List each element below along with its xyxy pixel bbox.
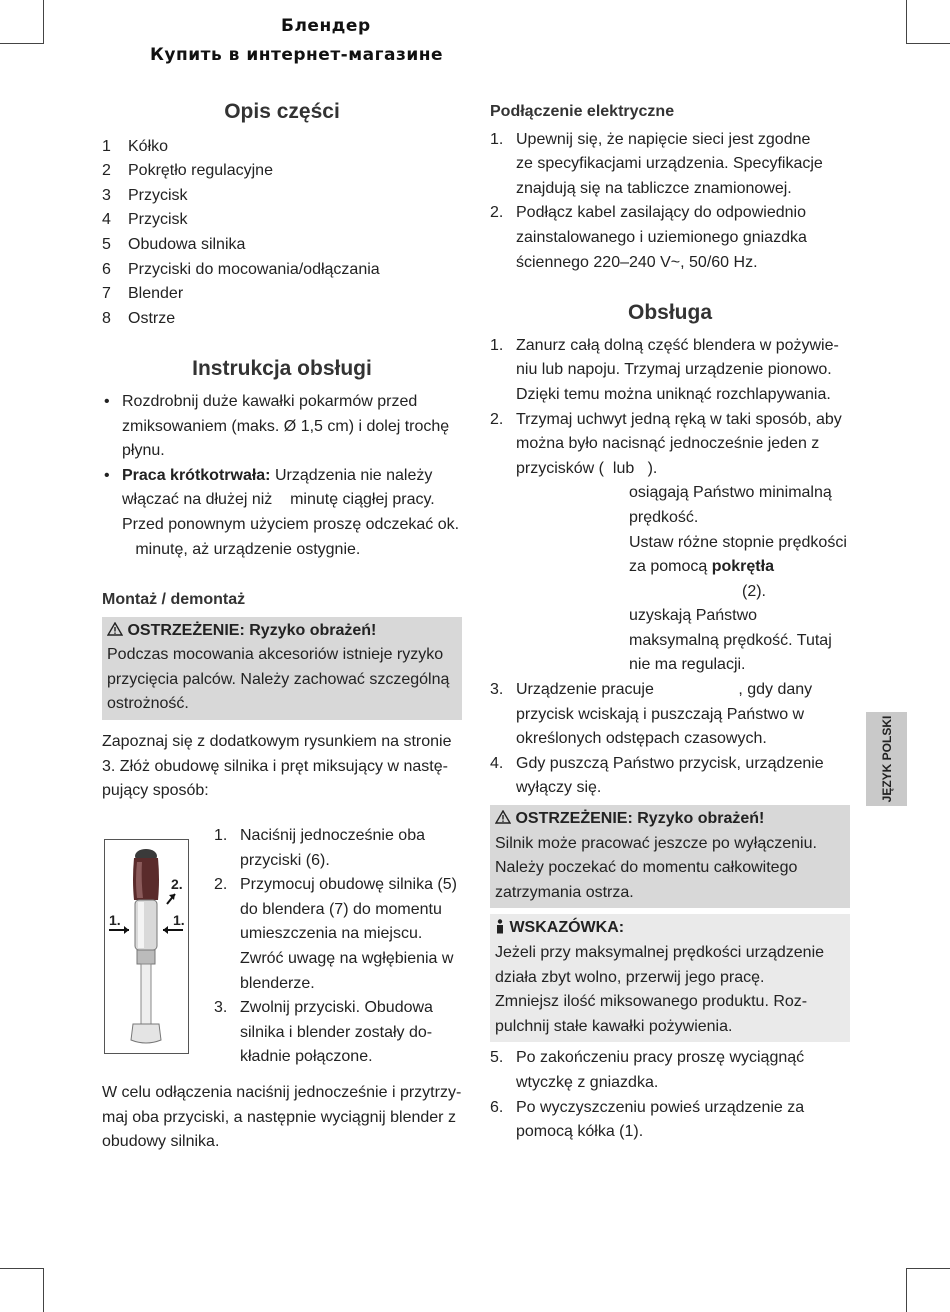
crop-mark <box>906 43 950 44</box>
text-line: obudowy silnika. <box>102 1133 220 1151</box>
text-line: przycisk wciskają i puszczają Państwo w <box>516 705 805 723</box>
text-line: Ustaw różne stopnie prędkości <box>629 533 847 551</box>
text-line: włączać na dłużej niż minutę ciągłej pracy. <box>122 491 435 509</box>
text-line: Podczas mocowania akcesoriów istnieje ryzyko <box>107 646 444 664</box>
text-line: Zmniejsz ilość miksowanego produktu. Roz- <box>495 993 808 1011</box>
list-number: 3. <box>490 681 504 699</box>
operation-list <box>490 1046 850 1144</box>
warning-box <box>102 617 462 720</box>
text-line: umieszczenia na miejscu. <box>240 925 423 943</box>
assembly-heading: Montaż / demontaż <box>102 591 246 609</box>
figure-label-right: 1. <box>173 912 185 928</box>
list-item <box>490 678 850 752</box>
text-line: Upewnij się, że napięcie sieci jest zgodne <box>516 130 811 148</box>
list-number: 2. <box>214 876 228 894</box>
list-item <box>102 307 462 332</box>
text-line: Naciśnij jednocześnie oba <box>240 827 425 844</box>
text-line: (2). <box>742 582 766 600</box>
list-number: 1. <box>214 827 228 844</box>
list-label: Przycisk <box>128 211 188 229</box>
text-line: Przymocuj obudowę silnika (5) <box>240 876 457 894</box>
text-line: niu lub napoju. Trzymaj urządzenie pionowo. <box>516 361 832 379</box>
list-item <box>490 334 850 408</box>
text-line: prędkość. <box>629 508 699 526</box>
text-line: 3. Złóż obudowę silnika i pręt miksujący w nastę- <box>102 757 448 775</box>
operation-sublist <box>490 481 850 678</box>
list-item <box>102 233 462 258</box>
list-label: Przyciski do mocowania/odłączania <box>128 260 380 278</box>
list-number: 2. <box>490 410 504 428</box>
crop-mark <box>906 1268 950 1269</box>
list-number: 6. <box>490 1098 504 1116</box>
text-line: Zanurz całą dolną część blendera w pożywie- <box>516 336 839 354</box>
warning-triangle-icon <box>495 810 511 824</box>
text-line: przycięcia palców. Należy zachować szczególną <box>107 670 450 688</box>
text-line: Dzięki temu można uniknąć rozchlapywania. <box>516 385 831 403</box>
text-line: określonych odstępach czasowych. <box>516 730 767 748</box>
list-number: 1 <box>102 137 111 155</box>
text-line: zainstalowanego i uziemionego gniazdka <box>516 228 807 246</box>
right-column <box>490 100 850 1145</box>
text-line: ściennego 220–240 V~, 50/60 Hz. <box>516 253 758 271</box>
list-number: 7 <box>102 285 111 303</box>
text-line: wtyczkę z gniazdka. <box>516 1073 659 1091</box>
assembly-intro <box>102 730 462 804</box>
hint-title: WSKAZÓWKA: <box>495 916 845 941</box>
text-line: minutę, aż urządzenie ostygnie. <box>122 540 361 558</box>
text-line: Po zakończeniu pracy proszę wyciągnąć <box>516 1049 805 1067</box>
crop-mark <box>43 0 44 44</box>
text-span: za pomocą <box>629 558 712 576</box>
list-item <box>490 752 850 801</box>
page-subtitle: Купить в интернет-магазине <box>150 45 444 65</box>
left-column <box>102 100 462 804</box>
text-line: uzyskają Państwo <box>629 607 758 625</box>
list-item <box>214 996 464 1070</box>
text-line: Gdy puszczą Państwo przycisk, urządzenie <box>516 754 824 772</box>
list-item <box>102 135 462 160</box>
crop-mark <box>906 1268 907 1312</box>
figure-label-left: 1. <box>109 912 121 928</box>
list-number: 8 <box>102 309 111 327</box>
hint-box <box>490 914 850 1042</box>
text-line: płynu. <box>122 442 165 460</box>
list-number: 1. <box>490 130 504 148</box>
list-item <box>102 464 462 562</box>
crop-mark <box>0 1268 44 1269</box>
text-line: można było nacisnąć jednocześnie jeden z <box>516 435 820 453</box>
list-item <box>214 824 464 873</box>
assembly-figure <box>104 839 189 1054</box>
list-item <box>102 390 462 464</box>
side-tab-label: JĘZYK POLSKI <box>879 715 894 803</box>
text-line <box>629 555 850 580</box>
warning-box <box>490 805 850 908</box>
list-number: 2 <box>102 162 111 180</box>
list-item <box>490 1096 850 1145</box>
list-item <box>490 408 850 482</box>
list-item <box>490 128 850 202</box>
list-number: 5 <box>102 235 111 253</box>
text-line <box>122 464 459 489</box>
text-line: maksymalną prędkość. Tutaj <box>629 631 832 649</box>
parts-heading: Opis części <box>224 100 340 123</box>
list-label: Przycisk <box>128 186 188 204</box>
detach-text <box>102 1081 464 1155</box>
text-line: Rozdrobnij duże kawałki pokarmów przed <box>122 392 418 410</box>
list-label: Pokrętło regulacyjne <box>128 162 273 180</box>
text-line: Trzymaj uchwyt jedną ręką w taki sposób, aby <box>516 410 842 428</box>
text-line: przyciski (6). <box>240 851 330 869</box>
language-side-tab <box>866 712 907 806</box>
list-number: 4 <box>102 211 111 229</box>
text-line: kładnie połączone. <box>240 1048 373 1066</box>
crop-mark <box>43 1268 44 1312</box>
electrical-heading: Podłączenie elektryczne <box>490 103 675 120</box>
instructions-heading: Instrukcja obsługi <box>192 357 372 381</box>
list-number: 3 <box>102 186 111 204</box>
text-line: do blendera (7) do momentu <box>240 900 442 918</box>
bold-label: pokrętła <box>711 558 774 576</box>
list-number: 4. <box>490 754 504 772</box>
text-line: osiągają Państwo minimalną <box>629 484 832 502</box>
text-line: pujący sposób: <box>102 782 209 800</box>
list-item <box>214 873 464 996</box>
bold-label: Praca krótkotrwała: <box>122 466 271 484</box>
list-label: Obudowa silnika <box>128 235 246 253</box>
text-line: Należy poczekać do momentu całkowitego <box>495 859 798 877</box>
list-item <box>490 201 850 275</box>
warning-title: OSTRZEŻENIE: Ryzyko obrażeń! <box>495 807 845 832</box>
text-line: wyłączy się. <box>516 779 602 797</box>
list-label: Kółko <box>128 137 169 155</box>
text-line: pomocą kółka (1). <box>516 1123 644 1141</box>
crop-mark <box>906 0 907 44</box>
bullet-icon: • <box>104 392 110 410</box>
text-span: Urządzenia nie należy <box>270 466 433 484</box>
text-line: ostrożność. <box>107 695 189 713</box>
text-line: blenderze. <box>240 974 315 992</box>
text-line: W celu odłączenia naciśnij jednocześnie i przytrzy- <box>102 1084 462 1101</box>
list-item <box>490 1046 850 1095</box>
list-item <box>102 282 462 307</box>
text-line: Jeżeli przy maksymalnej prędkości urządzenie <box>495 944 825 961</box>
text-line: Zapoznaj się z dodatkowym rysunkiem na stronie <box>102 733 452 751</box>
text-line: nie ma regulacji. <box>629 656 746 674</box>
operation-heading: Obsługa <box>627 301 712 325</box>
text-line: maj oba przyciski, a następnie wyciągnij blender z <box>102 1108 456 1126</box>
list-item <box>102 208 462 233</box>
electrical-list <box>490 128 850 276</box>
list-label: Ostrze <box>128 309 176 327</box>
text-line: zatrzymania ostrza. <box>495 883 634 901</box>
operation-list <box>490 334 850 482</box>
text-line: Silnik może pracować jeszcze po wyłączeniu. <box>495 834 817 852</box>
list-number: 6 <box>102 260 111 278</box>
text-line: Po wyczyszczeniu powieś urządzenie za <box>516 1098 805 1116</box>
list-item <box>102 159 462 184</box>
parts-list <box>102 135 462 332</box>
bullet-icon: • <box>104 466 110 484</box>
text-line: Zwróć uwagę na wgłębienia w <box>240 949 454 967</box>
list-number: 1. <box>490 336 504 354</box>
list-label: Blender <box>128 285 184 303</box>
text-line: pulchnij stałe kawałki pożywienia. <box>495 1017 733 1035</box>
crop-mark <box>0 43 44 44</box>
assembly-steps <box>214 824 464 1070</box>
figure-label-top: 2. <box>171 876 183 892</box>
text-line: przycisków ( lub ). <box>516 459 658 477</box>
info-icon <box>495 919 505 934</box>
text-line: ze specyfikacjami urządzenia. Specyfikacje <box>516 155 823 173</box>
page-title: Блендер <box>281 16 371 36</box>
blender-illustration <box>105 840 187 1052</box>
warning-title: OSTRZEŻENIE: Ryzyko obrażeń! <box>107 619 457 644</box>
text-line: silnika i blender zostały do- <box>240 1023 433 1041</box>
text-line: działa zbyt wolno, przerwij jego pracę. <box>495 968 765 986</box>
text-line: Urządzenie pracuje , gdy dany <box>516 681 813 699</box>
list-number: 5. <box>490 1049 504 1067</box>
text-line: Przed ponownym użyciem proszę odczekać ok. <box>122 515 460 533</box>
list-number: 2. <box>490 204 504 222</box>
operation-list <box>490 678 850 801</box>
list-item <box>102 258 462 283</box>
text-line: zmiksowaniem (maks. Ø 1,5 cm) i dolej trochę <box>122 417 450 435</box>
text-line: znajdują się na tabliczce znamionowej. <box>516 179 792 197</box>
warning-triangle-icon <box>107 622 123 636</box>
list-number: 3. <box>214 999 228 1017</box>
text-line: Podłącz kabel zasilający do odpowiednio <box>516 204 806 222</box>
list-item <box>102 184 462 209</box>
text-line: Zwolnij przyciski. Obudowa <box>240 999 433 1017</box>
